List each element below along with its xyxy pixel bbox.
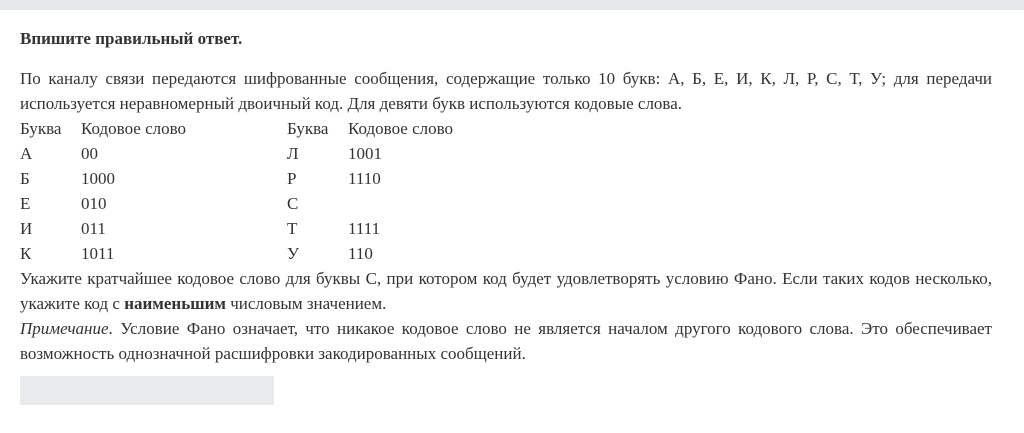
question-text-end: числовым значением. xyxy=(225,294,387,313)
question-emphasis: наименьшим xyxy=(124,294,226,313)
task-heading: Впишите правильный ответ. xyxy=(20,29,243,48)
header-letter-2: Буква xyxy=(287,119,329,138)
letter-cell: А xyxy=(20,144,33,163)
task-content xyxy=(20,26,992,366)
code-cell: 1011 xyxy=(81,244,115,263)
note-label: Примечание xyxy=(20,319,109,338)
code-cell: 1000 xyxy=(81,169,115,188)
letter-cell: И xyxy=(20,219,33,238)
table-row xyxy=(20,241,992,266)
table-row xyxy=(20,216,992,241)
letter-cell: Р xyxy=(287,169,297,188)
code-cell: 00 xyxy=(81,144,98,163)
letter-cell: Т xyxy=(287,219,298,238)
letter-cell: Е xyxy=(20,194,31,213)
code-cell: 1110 xyxy=(348,169,381,188)
code-table xyxy=(20,116,992,266)
task-intro: По каналу связи передаются шифрованные сообщения, содержащие только 10 букв: А, Б, Е, И, К, Л, Р, С, Т, У; для передачи используется неравномерный двоичный код. Для девяти букв используются кодовые слова. xyxy=(20,69,992,113)
table-row xyxy=(20,166,992,191)
header-letter-1: Буква xyxy=(20,119,62,138)
code-cell: 1111 xyxy=(348,219,381,238)
task-note xyxy=(20,316,992,366)
letter-cell: У xyxy=(287,244,300,263)
header-code-1: Кодовое слово xyxy=(81,119,187,138)
letter-cell: К xyxy=(20,244,32,263)
answer-input[interactable] xyxy=(20,376,274,405)
note-text: . Условие Фано означает, что никакое кодовое слово не является началом другого кодового слова. Это обеспечивает возможность однозначной расшифровки закодированных сообщений. xyxy=(20,319,992,363)
code-cell: 1001 xyxy=(348,144,382,163)
task-question xyxy=(20,266,992,316)
code-cell: 011 xyxy=(81,219,106,238)
table-row xyxy=(20,191,992,216)
header-code-2: Кодовое слово xyxy=(348,119,454,138)
table-row xyxy=(20,141,992,166)
code-cell: 110 xyxy=(348,244,373,263)
table-header-row xyxy=(20,116,992,141)
letter-cell: Л xyxy=(287,144,299,163)
letter-cell: С xyxy=(287,194,299,213)
top-bar xyxy=(0,0,1024,10)
question-text-start: Укажите кратчайшее кодовое слово для буквы С, при котором код будет удовлетворять условию Фано. Если таких кодов несколько, укажите код с xyxy=(20,269,992,313)
code-cell: 010 xyxy=(81,194,107,213)
code-cell xyxy=(348,191,548,216)
letter-cell: Б xyxy=(20,169,30,188)
